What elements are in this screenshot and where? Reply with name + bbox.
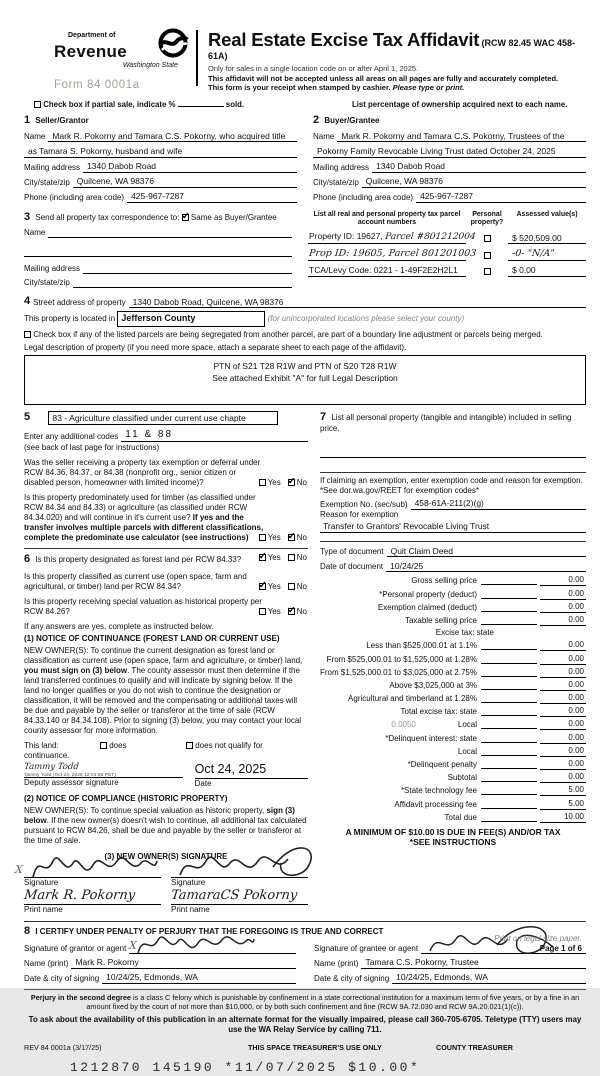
- fee-label: Local: [457, 746, 477, 756]
- fee-value[interactable]: 0.00: [540, 654, 586, 665]
- reason-exemption-label: Reason for exemption: [319, 510, 399, 519]
- fee-value[interactable]: 5.00: [540, 785, 586, 796]
- yes-label: Yes: [267, 582, 281, 592]
- parcel3-personal-checkbox[interactable]: [484, 268, 491, 275]
- legal-description-line1: PTN of S21 T28 R1W and PTN of S20 T28 R1W: [213, 360, 397, 371]
- rcw-code: (RCW 82.45 WAC 458-61A): [208, 38, 575, 62]
- fee-leader: [481, 768, 537, 769]
- grantee-name-label: Name (print): [314, 958, 359, 968]
- ownership-percentage-note: List percentage of ownership acquired next to each name.: [352, 99, 568, 109]
- form-number: Form 84 0001a: [54, 78, 140, 91]
- yes-label: Yes: [267, 607, 281, 617]
- fee-value[interactable]: 10.00: [540, 812, 586, 823]
- doc-date-label: Date of document: [319, 562, 384, 572]
- revenue-wordmark: Revenue: [54, 41, 127, 61]
- fee-row: [320, 602, 586, 613]
- no-label: No: [296, 533, 307, 543]
- fee-label: Exemption claimed (deduct): [377, 602, 477, 612]
- exemption-block: [320, 472, 586, 532]
- subtitle-line3: This form is your receipt when stamped by cashier.: [208, 83, 391, 93]
- street-address-field[interactable]: 1340 Dabob Road, Quilcene, WA 98376: [129, 297, 359, 309]
- fee-label: *Delinquent interest: state: [385, 733, 477, 743]
- property-address-section: [24, 295, 586, 405]
- fee-value[interactable]: 0.00: [540, 706, 586, 717]
- grantee-sig-label: Signature of grantee or agent: [314, 943, 419, 953]
- header-divider: [196, 30, 198, 86]
- buyer-mailing-label: Mailing address: [313, 162, 370, 172]
- fee-row: [320, 799, 586, 810]
- no-label: No: [296, 478, 307, 488]
- buyer-city-field[interactable]: Quilcene, WA 98376: [362, 176, 586, 188]
- signature-label: Signature: [171, 877, 206, 887]
- seller-city-label: City/state/zip: [24, 177, 70, 187]
- historical-question: [24, 597, 308, 617]
- section7-number: 7: [319, 410, 327, 423]
- fee-row: [320, 812, 586, 823]
- same-as-buyer-label: Same as Buyer/Grantee: [190, 212, 277, 222]
- owner1-signature-block: [14, 862, 161, 915]
- deputy-assessor-signature: Tammy Todd: [23, 762, 80, 773]
- fee-row: [320, 628, 586, 638]
- grantor-date-field[interactable]: 10/24/25, Edmonds, WA: [102, 972, 296, 984]
- deputy-assessor-label: Deputy assessor signature: [24, 778, 119, 788]
- fee-row: [320, 667, 586, 678]
- personal-property-label: List all personal property (tangible and intangible) included in selling price.: [319, 412, 572, 434]
- parcel2-personal-checkbox[interactable]: [484, 252, 491, 259]
- seller-phone-field[interactable]: 425-967-7287: [127, 191, 297, 203]
- assessor-date-value: Oct 24, 2025: [195, 762, 308, 779]
- fee-value[interactable]: 0.00: [540, 602, 586, 613]
- buyer-phone-field[interactable]: 425-967-7287: [416, 191, 586, 203]
- county-select[interactable]: Jefferson County: [117, 311, 265, 326]
- buyer-name-label: Name: [313, 132, 335, 142]
- fee-leader: [481, 611, 537, 612]
- parcel2-id-hand[interactable]: Prop ID: 19605, Parcel 801201003: [308, 248, 477, 260]
- owner1-print-name[interactable]: Mark R. Pokorny: [23, 887, 136, 903]
- notice-compliance-body: NEW OWNER(S): To continue special valuation as historic property, sign (3) below. If the new owner(s) doesn't wish to continue, all additional tax calculated pursuant to RCW 84.26, shall be due and payable by the seller or transferor at the time of sale.: [24, 805, 307, 845]
- doc-date-field[interactable]: 10/24/25: [386, 561, 586, 573]
- dept-of-label: Department of: [68, 32, 116, 39]
- rev-form-number: REV 84 0001a (3/17/25): [24, 1043, 102, 1053]
- fee-label: *Personal property (deduct): [379, 589, 477, 599]
- treasurer-use-label: THIS SPACE TREASURER'S USE ONLY: [248, 1043, 382, 1053]
- notice-continuance-body: NEW OWNER(S): To continue the current designation as forest land or classification as current use (open space, farm and agriculture, or timber) land, you must sign on (3) below. The county assessor must then determine if the land transferred continues to qualify and will indicate by signing below. If the land no longer qualifies or you do not wish to continue the designation or classification, it will be removed and the compensating or additional taxes will be due and payable by the seller or transferor at the time of sale (RCW 84.33.140 or 84.34.108). Prior to signing (3) below, you may contact your local county assessor for more information.: [24, 646, 303, 736]
- washington-state-label: Washington State: [122, 62, 178, 69]
- owner2-print-name[interactable]: TamaraCS Pokorny: [170, 887, 298, 903]
- grantor-signature-field[interactable]: [128, 938, 296, 954]
- predominate-use-text: Is this property predominately used for timber (as classified under RCW 84.34 and 84.33) or agriculture (as classified under RCW 84.34.020) and will continue in it's current use?: [24, 493, 256, 523]
- exemption-no-label: Exemption No. (sec/sub): [319, 500, 408, 509]
- assessor-date-label: Date: [194, 778, 212, 788]
- segregated-checkbox[interactable]: [24, 331, 31, 338]
- doc-type-label: Type of document: [319, 547, 384, 557]
- grantee-date-label: Date & city of signing: [314, 973, 390, 983]
- parcel-row: [308, 231, 586, 244]
- corr-name-label: Name: [24, 228, 46, 238]
- section1-heading: Seller/Grantor: [35, 115, 89, 125]
- fee-value[interactable]: 0.00: [540, 680, 586, 691]
- parcel-row: [308, 265, 586, 277]
- section-divider: [24, 548, 308, 549]
- parcel3-assessed-value[interactable]: $ 0.00: [508, 265, 586, 277]
- fee-leader: [481, 821, 537, 822]
- same-as-buyer-checkbox[interactable]: [182, 214, 189, 221]
- alternate-format-note: To ask about the availability of this publication in an alternate format for the visually impaired, please call 360-705-6705. Teletype (TTY) users may use the WA Relay Service by calling 711.: [28, 1015, 582, 1035]
- see-instructions-note: *SEE INSTRUCTIONS: [409, 837, 497, 848]
- fee-value[interactable]: 0.00: [540, 719, 586, 730]
- current-use-no-checkbox[interactable]: [288, 583, 295, 590]
- treasurer-stamp: 1212870 145190 *11/07/2025 $10.00*: [70, 1060, 421, 1076]
- fee-leader: [481, 702, 537, 703]
- doc-type-field[interactable]: Quit Claim Deed: [387, 546, 586, 558]
- fee-row: [320, 772, 586, 783]
- exemption-deferral-text: Was the seller receiving a property tax exemption or deferral under RCW 84.36, 84.37, or 84.38 (nonprofit org., senior citizen or disabled person, homeowner with limited income)?: [24, 458, 261, 488]
- fee-row: [320, 680, 586, 691]
- seller-name-field[interactable]: Mark R. Pokorny and Tamara C.S. Pokorny, who acquired title: [48, 131, 297, 143]
- historical-no-checkbox[interactable]: [288, 608, 295, 615]
- signature-label: Signature: [24, 877, 59, 887]
- x-mark: X: [128, 938, 138, 952]
- fee-label: Agricultural and timberland at 1.28%: [348, 694, 477, 704]
- parcel1-id-typed[interactable]: Property ID: 19627,: [309, 230, 383, 241]
- corr-mailing-label: Mailing address: [24, 264, 81, 274]
- no-label: No: [296, 607, 307, 617]
- street-address-field-extra[interactable]: [359, 298, 586, 308]
- predominate-yes-checkbox[interactable]: [259, 534, 266, 541]
- answers-yes-note: If any answers are yes, complete as instructed below.: [24, 622, 214, 632]
- fee-row: [320, 733, 586, 744]
- fee-leader: [481, 598, 537, 599]
- fee-value[interactable]: 5.00: [540, 799, 586, 810]
- legal-size-note: Print on legal size paper.: [494, 934, 582, 943]
- fee-label: *Delinquent penalty: [407, 760, 477, 769]
- parcel-table: [308, 211, 586, 288]
- section3-label: Send all property tax correspondence to:: [35, 212, 180, 222]
- historical-yes-checkbox[interactable]: [259, 608, 266, 615]
- codes-instructions-note: (see back of last page for instructions): [24, 443, 160, 453]
- parcel1-id-hand: Parcel #801212004: [384, 231, 477, 242]
- parcel-row: [308, 248, 586, 261]
- fee-row: [320, 746, 586, 757]
- fee-value[interactable]: 0.00: [540, 759, 586, 770]
- predominate-no-checkbox[interactable]: [288, 534, 295, 541]
- fee-row: [320, 706, 586, 717]
- fee-value[interactable]: 0.00: [540, 746, 586, 757]
- fee-leader: [481, 728, 537, 729]
- forest-land-text: Is this property designated as forest land per RCW 84.33?: [35, 555, 242, 565]
- minimum-due-note: A MINIMUM OF $10.00 IS DUE IN FEE(S) AND/OR TAX: [345, 826, 561, 837]
- fee-label: Excise tax: state: [435, 628, 494, 638]
- no-label: No: [296, 582, 307, 592]
- grantee-name-field[interactable]: Tamara C.S. Pokorny, Trustee: [361, 957, 586, 969]
- owner2-signature-field[interactable]: [171, 864, 308, 878]
- exemption-yes-checkbox[interactable]: [259, 479, 266, 486]
- fee-label: Subtotal: [447, 773, 477, 783]
- parcel1-personal-checkbox[interactable]: [484, 235, 491, 242]
- fee-value[interactable]: 0.00: [540, 693, 586, 704]
- dor-brand: [54, 26, 182, 92]
- fee-label: From $1,525,000.01 to $3,025,000 at 2.75%: [319, 667, 477, 677]
- grantor-signature-scrawl: [135, 931, 255, 957]
- county-treasurer-label: COUNTY TREASURER: [436, 1043, 513, 1053]
- exemption-intro: If claiming an exemption, enter exemption code and reason for exemption. *See dor.wa.gov/REET for exemption codes*: [319, 476, 583, 496]
- this-land-label: This land:: [24, 741, 59, 751]
- fee-leader: [481, 689, 537, 690]
- fee-leader: [481, 649, 537, 650]
- fee-value[interactable]: 0.00: [540, 733, 586, 744]
- local-rate: 0.0050: [391, 720, 416, 730]
- perjury-statement: Perjury in the second degree is a class C felony which is punishable by confinement in a state correctional institution for a maximum term of five years, or by a fine in an amount fixed by the court of not more than $10,000, or by both such confinement and fine (RCW 9A.72.030 and RCW 9A.20.021(1)(c)).: [24, 989, 586, 1011]
- fee-row: [320, 719, 586, 730]
- corr-name-field-line2[interactable]: [24, 247, 292, 257]
- predominate-use-bold-text: If yes and the transfer involves multiple parcels with different classifications, complete the predominate use calculator (see instructions): [24, 513, 264, 543]
- buyer-grantee-section: [313, 114, 586, 203]
- seller-mailing-label: Mailing address: [24, 162, 81, 172]
- does-checkbox[interactable]: [100, 742, 107, 749]
- seller-name-label: Name: [24, 132, 46, 142]
- partial-sale-label: Check box if partial sale, indicate %: [43, 99, 176, 109]
- subtitle-line1: Only for sales in a single location code on or after April 1, 2025.: [208, 64, 419, 74]
- seller-grantor-section: [24, 114, 297, 203]
- fee-leader: [481, 663, 537, 664]
- use-code-section: [24, 411, 308, 426]
- subtitle-line2: This affidavit will not be accepted unless all areas on all pages are fully and accurately completed.: [208, 73, 559, 83]
- section3-number: 3: [24, 210, 31, 223]
- fee-label: Gross selling price: [411, 576, 477, 586]
- section2-number: 2: [313, 113, 320, 126]
- section4-number: 4: [24, 294, 31, 307]
- grantee-date-field[interactable]: 10/24/25, Edmonds, WA: [392, 972, 586, 984]
- fee-leader: [481, 676, 537, 677]
- corr-city-field[interactable]: [73, 278, 292, 288]
- owner1-signature-scrawl: [30, 851, 158, 881]
- owner1-signature-field[interactable]: [14, 862, 161, 878]
- located-in-label: This property is located in: [24, 314, 116, 324]
- deputy-assessor-signature-field[interactable]: [24, 762, 183, 789]
- additional-codes-label: Enter any additional codes: [24, 432, 119, 442]
- type-or-print-note: Please type or print.: [392, 83, 465, 93]
- fee-value[interactable]: 0.00: [540, 615, 586, 626]
- additional-codes-field[interactable]: 11 & 88: [121, 429, 308, 443]
- fee-value[interactable]: 0.00: [540, 667, 586, 678]
- exemption-deferral-question: [24, 458, 308, 488]
- legal-description-line2: See attached Exhibit "A" for full Legal Description: [212, 373, 398, 384]
- street-address-label: Street address of property: [33, 298, 126, 308]
- does-not-checkbox[interactable]: [186, 742, 193, 749]
- legal-description-label: Legal description of property (if you need more space, attach a separate sheet to each page of the affidavit).: [24, 342, 407, 352]
- fee-row: [320, 615, 586, 626]
- owner2-signature-block: [171, 864, 308, 915]
- seller-phone-label: Phone (including area code): [24, 192, 125, 202]
- yes-label: Yes: [267, 553, 281, 563]
- parcel2-assessed-value-hand[interactable]: -0- "N/A": [511, 248, 556, 260]
- fee-leader: [481, 755, 537, 756]
- continuance-label: continuance.: [24, 751, 70, 761]
- fee-label: Less than $525,000.01 at 1.1%: [366, 641, 477, 651]
- forest-yes-checkbox[interactable]: [259, 554, 266, 561]
- fee-label: Total excise tax: state: [400, 707, 477, 717]
- exemption-no-field[interactable]: 458-61A-211(2)(g): [411, 498, 586, 510]
- corr-city-label: City/state/zip: [24, 277, 70, 287]
- land-use-code-select[interactable]: 83 - Agriculture classified under current use chapte: [48, 411, 278, 426]
- assessor-date-field[interactable]: [195, 762, 308, 789]
- segregated-label: Check box if any of the listed parcels are being segregated from another parcel, are part of a boundary line adjustment or parcels being merged.: [33, 329, 543, 339]
- grantor-sig-label: Signature of grantor or agent: [24, 943, 127, 953]
- grantor-date-label: Date & city of signing: [24, 973, 100, 983]
- notice-continuance-title: (1) NOTICE OF CONTINUANCE (FOREST LAND OR CURRENT USE): [24, 634, 280, 644]
- fee-leader: [481, 624, 537, 625]
- section8-number: 8: [24, 924, 31, 937]
- parcel-col2-header: Personal property?: [470, 210, 504, 226]
- no-label: No: [296, 553, 307, 563]
- page-indicator: Page 1 of 6: [539, 944, 582, 953]
- buyer-city-label: City/state/zip: [313, 177, 359, 187]
- fee-label: Affidavit processing fee: [394, 799, 477, 809]
- owner2-signature-scrawl: [177, 847, 317, 881]
- fee-leader: [481, 794, 537, 795]
- fee-label: From $525,000.01 to $1,525,000 at 1.28%: [326, 654, 477, 664]
- exemption-no-checkbox[interactable]: [288, 479, 295, 486]
- partial-sale-percent-field[interactable]: [178, 106, 224, 107]
- print-name-label: Print name: [171, 904, 210, 914]
- fee-row: [320, 589, 586, 600]
- page-title: Real Estate Excise Tax Affidavit: [208, 29, 480, 50]
- partial-sale-suffix: sold.: [225, 99, 245, 109]
- fee-leader: [481, 584, 537, 585]
- buyer-name-field[interactable]: Mark R. Pokorny and Tamara C.S. Pokorny, Trustees of the: [337, 131, 586, 143]
- seller-name-field-line2[interactable]: as Tamara S. Pokorny, husband and wife: [24, 146, 297, 158]
- historical-text: Is this property receiving special valuation as historical property per RCW 84.26?: [24, 597, 262, 617]
- does-label: does: [109, 741, 127, 751]
- fee-table: [320, 575, 586, 822]
- legal-description-box[interactable]: [24, 355, 586, 405]
- parcel1-assessed-value[interactable]: $ 520,509.00: [508, 233, 586, 245]
- current-use-text: Is this property classified as current use (open space, farm and agricultural, or timber) land per RCW 84.34?: [24, 572, 247, 592]
- fee-row: [320, 693, 586, 704]
- correspondence-section: [24, 211, 292, 288]
- fee-leader: [481, 742, 537, 743]
- buyer-mailing-field[interactable]: 1340 Dabob Road: [372, 161, 586, 173]
- reason-exemption-field[interactable]: Transfer to Grantors' Revocable Living Trust: [320, 521, 586, 533]
- seller-mailing-field[interactable]: 1340 Dabob Road: [83, 161, 297, 173]
- yes-label: Yes: [267, 478, 281, 488]
- fee-row: [320, 575, 586, 586]
- buyer-phone-label: Phone (including area code): [313, 192, 414, 202]
- personal-property-field[interactable]: [320, 434, 586, 458]
- current-use-question: [24, 572, 308, 592]
- fee-row: [320, 785, 586, 796]
- fee-label: Local: [457, 720, 477, 730]
- fee-label: *State technology fee: [400, 786, 477, 796]
- forest-land-question: [24, 553, 308, 567]
- grantor-certification-block: [24, 938, 296, 984]
- print-name-label: Print name: [24, 904, 63, 914]
- fee-leader: [481, 808, 537, 809]
- fee-leader: [481, 781, 537, 782]
- certification-heading: I CERTIFY UNDER PENALTY OF PERJURY THAT THE FOREGOING IS TRUE AND CORRECT: [35, 926, 384, 936]
- parcel-col3-header: Assessed value(s): [516, 210, 578, 218]
- current-use-yes-checkbox[interactable]: [259, 583, 266, 590]
- fee-leader: [481, 715, 537, 716]
- dor-logo-icon: [158, 28, 188, 58]
- new-owners-signature-title: (3) NEW OWNER(S) SIGNATURE: [104, 851, 228, 861]
- notice-compliance-title: (2) NOTICE OF COMPLIANCE (HISTORIC PROPERTY): [24, 793, 228, 803]
- does-not-label: does not qualify for: [195, 741, 263, 751]
- fee-row: [320, 640, 586, 651]
- esign-stamp-text: Tammy Todd (Oct 24, 2025 12:04:56 PDT): [24, 771, 117, 777]
- county-select-note: (for unincorporated locations please select your county): [267, 314, 465, 324]
- parcel3-id-typed[interactable]: TCA/Levy Code: 0221 - 1-49F2E2H2L1: [308, 265, 466, 277]
- corr-name-field[interactable]: [48, 228, 292, 238]
- fee-value[interactable]: 0.00: [540, 772, 586, 783]
- parcel-col1-header: List all real and personal property tax parcel account numbers: [313, 210, 461, 226]
- section1-number: 1: [24, 113, 31, 126]
- partial-sale-checkbox[interactable]: [34, 101, 41, 108]
- section5-number: 5: [24, 411, 31, 424]
- section6-number: 6: [24, 553, 31, 566]
- land-qualify-row: [24, 741, 308, 751]
- fee-label: Total due: [444, 812, 477, 822]
- fee-value[interactable]: 0.00: [540, 589, 586, 600]
- grantor-name-label: Name (print): [24, 958, 69, 968]
- section2-heading: Buyer/Grantee: [324, 115, 380, 125]
- buyer-name-field-line2[interactable]: Pokorny Family Revocable Living Trust dated October 24, 2025: [313, 146, 586, 158]
- corr-mailing-field[interactable]: [83, 264, 292, 274]
- fee-label: Above $3,025,000 at 3%: [389, 680, 477, 690]
- forest-no-checkbox[interactable]: [288, 554, 295, 561]
- x-mark: X: [14, 862, 24, 876]
- fee-value[interactable]: 0.00: [540, 640, 586, 651]
- fee-row: [320, 759, 586, 770]
- fee-row: [320, 654, 586, 665]
- form-header: [54, 26, 586, 93]
- yes-label: Yes: [267, 533, 281, 543]
- seller-city-field[interactable]: Quilcene, WA 98376: [73, 176, 297, 188]
- fee-value[interactable]: 0.00: [540, 575, 586, 586]
- grantor-name-field[interactable]: Mark R. Pokorny: [71, 957, 296, 969]
- fee-label: Taxable selling price: [404, 615, 477, 625]
- predominate-use-question: [24, 493, 308, 543]
